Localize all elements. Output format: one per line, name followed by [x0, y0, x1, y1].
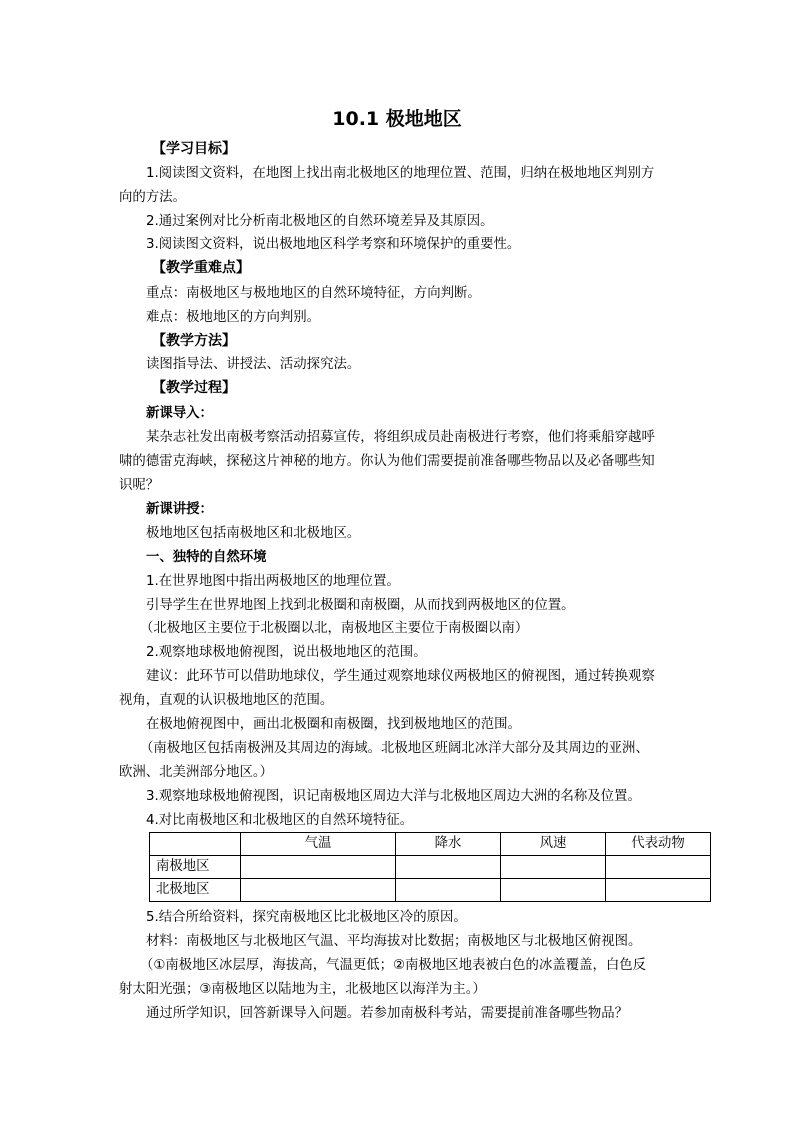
methods-text: 读图指导法、讲授法、活动探究法。 — [146, 357, 361, 372]
point-1: 1.在世界地图中指出两极地区的地理位置。 — [146, 574, 400, 589]
goals-heading: 【学习目标】 — [152, 141, 236, 157]
method-heading: 【教学方法】 — [152, 333, 236, 349]
process-heading: 【教学过程】 — [152, 380, 236, 396]
table-cell: 南极地区 — [150, 856, 241, 879]
table-header-cell: 气温 — [241, 833, 396, 856]
point-3: 3.观察地球极地俯视图，识记南极地区周边大洋与北极地区周边大洲的名称及位置。 — [146, 789, 641, 804]
goal-1-line-2: 向的方法。 — [119, 190, 186, 205]
table-header-row — [150, 833, 711, 856]
point-1-note: （北极地区主要位于北极圈以北，南极地区主要位于南极圈以南） — [140, 621, 529, 636]
table-cell — [241, 856, 396, 879]
table-cell: 北极地区 — [150, 879, 241, 902]
lecture-heading: 新课讲授： — [146, 502, 213, 517]
difficult-point: 难点：极地地区的方向判别。 — [146, 310, 321, 325]
table-header-cell: 代表动物 — [606, 833, 711, 856]
table-row — [150, 856, 711, 879]
table-header-cell — [150, 833, 241, 856]
intro-line-3: 识呢？ — [119, 478, 160, 493]
key-difficult-heading: 【教学重难点】 — [152, 260, 250, 276]
point-1-guide: 引导学生在世界地图上找到北极圈和南极圈，从而找到两极地区的位置。 — [146, 598, 575, 613]
comparison-table — [149, 832, 711, 902]
table-header-cell: 风速 — [501, 833, 606, 856]
material-note-line-2: 射太阳光强；③南极地区以陆地为主，北极地区以海洋为主。） — [119, 982, 486, 997]
point-2-draw: 在极地俯视图中，画出北极圈和南极圈，找到极地地区的范围。 — [146, 717, 521, 732]
material-note-line-1: （①南极地区冰层厚，海拔高，气温更低；②南极地区地表被白色的冰盖覆盖，白色反 — [140, 958, 647, 973]
table-cell — [501, 856, 606, 879]
point-2-note-line-2: 欧洲、北美洲部分地区。） — [119, 765, 273, 780]
table-cell — [396, 879, 501, 902]
goal-1-line-1: 1.阅读图文资料，在地图上找出南北极地区的地理位置、范围，归纳在极地地区判别方 — [146, 166, 655, 181]
key-point: 重点：南极地区与极地地区的自然环境特征，方向判断。 — [146, 286, 481, 301]
material-text: 材料：南极地区与北极地区气温、平均海拔对比数据；南极地区与北极地区俯视图。 — [146, 934, 642, 949]
intro-line-1: 某杂志社发出南极考察活动招募宣传，将组织成员赴南极进行考察，他们将乘船穿越呼 — [146, 430, 655, 445]
point-2-suggestion-line-2: 视角，直观的认识极地地区的范围。 — [119, 693, 334, 708]
point-2-suggestion-line-1: 建议：此环节可以借助地球仪，学生通过观察地球仪两极地区的俯视图，通过转换观察 — [146, 669, 655, 684]
goal-3: 3.阅读图文资料，说出极地地区科学考察和环境保护的重要性。 — [146, 237, 521, 252]
closing-question: 通过所学知识，回答新课导入问题。若参加南极科考站，需要提前准备哪些物品？ — [146, 1006, 629, 1021]
part-1-heading: 一、独特的自然环境 — [146, 550, 267, 565]
point-4: 4.对比南极地区和北极地区的自然环境特征。 — [146, 813, 414, 828]
point-2: 2.观察地球极地俯视图，说出极地地区的范围。 — [146, 645, 427, 660]
point-5: 5.结合所给资料，探究南极地区比北极地区冷的原因。 — [146, 910, 467, 925]
table-cell — [241, 879, 396, 902]
intro-line-2: 啸的德雷克海峡，探秘这片神秘的地方。你认为他们需要提前准备哪些物品以及必备哪些知 — [119, 454, 655, 469]
table-cell — [501, 879, 606, 902]
goal-2: 2.通过案例对比分析南北极地区的自然环境差异及其原因。 — [146, 214, 494, 229]
table-cell — [606, 856, 711, 879]
table-cell — [606, 879, 711, 902]
page-title: 10.1 极地地区 — [332, 108, 462, 130]
lecture-line-1: 极地地区包括南极地区和北极地区。 — [146, 526, 361, 541]
intro-heading: 新课导入： — [146, 406, 213, 421]
point-2-note-line-1: （南极地区包括南极洲及其周边的海域。北极地区班阔北冰洋大部分及其周边的亚洲、 — [140, 741, 649, 756]
table-row — [150, 879, 711, 902]
table-cell — [396, 856, 501, 879]
table-header-cell: 降水 — [396, 833, 501, 856]
